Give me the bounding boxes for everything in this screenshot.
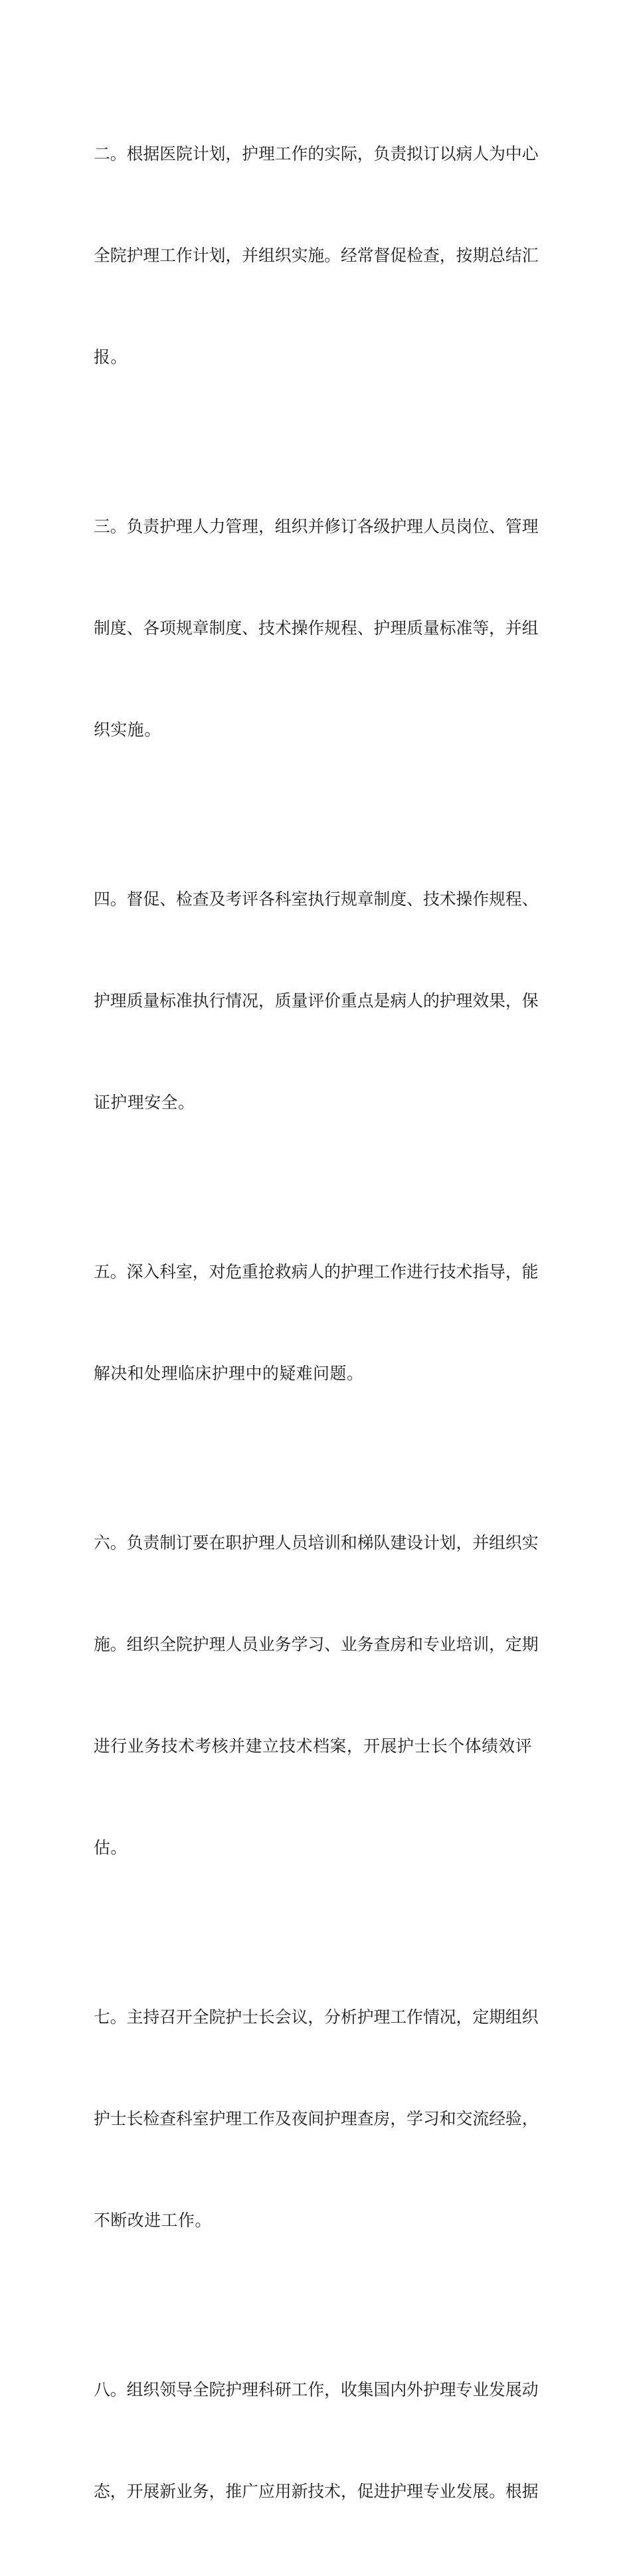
text-line: 织实施。: [94, 720, 161, 739]
text-line: 八。组织领导全院护理科研工作，收集国内外护理专业发展动: [94, 2380, 539, 2399]
paragraph-3: [94, 442, 541, 814]
text-line: 护理质量标准执行情况，质量评价重点是病人的护理效果，保: [94, 991, 539, 1010]
text-line: 四。督促、检查及考评各科室执行规章制度、技术操作规程、: [94, 889, 539, 909]
text-line: 报。: [94, 347, 128, 367]
paragraph-4: [94, 814, 541, 1187]
text-line: 解决和处理临床护理中的疑难问题。: [94, 1364, 364, 1383]
paragraph-5: [94, 1187, 541, 1458]
paragraph-7: [94, 1932, 541, 2305]
text-line: 态，开展新业务，推广应用新技术，促进护理专业发展。根据: [94, 2482, 539, 2501]
text-line: 估。: [94, 1838, 128, 1857]
text-line: 进行业务技术考核并建立技术档案，开展护士长个体绩效评: [94, 1736, 533, 1756]
text-line: 六。负责制订要在职护理人员培训和梯队建设计划，并组织实: [94, 1533, 539, 1552]
paragraph-2: [94, 69, 541, 442]
text-line: 二。根据医院计划，护理工作的实际，负责拟订以病人为中心: [94, 144, 539, 163]
paragraph-6: [94, 1458, 541, 1932]
text-line: 五。深入科室，对危重抢救病人的护理工作进行技术指导，能: [94, 1262, 539, 1281]
text-line: 证护理安全。: [94, 1093, 195, 1112]
text-line: 制度、各项规章制度、技术操作规程、护理质量标准等，并组: [94, 618, 539, 638]
text-line: 七。主持召开全院护士长会议，分析护理工作情况，定期组织: [94, 2007, 539, 2027]
document-body: [94, 69, 541, 2576]
text-line: 不断改进工作。: [94, 2211, 212, 2230]
text-line: 护士长检查科室护理工作及夜间护理查房，学习和交流经验，: [94, 2109, 539, 2128]
text-line: 施。组织全院护理人员业务学习、业务查房和专业培训，定期: [94, 1635, 539, 1654]
paragraph-8: [94, 2305, 541, 2576]
text-line: 三。负责护理人力管理，组织并修订各级护理人员岗位、管理: [94, 517, 539, 536]
text-line: 全院护理工作计划，并组织实施。经常督促检查，按期总结汇: [94, 246, 539, 265]
